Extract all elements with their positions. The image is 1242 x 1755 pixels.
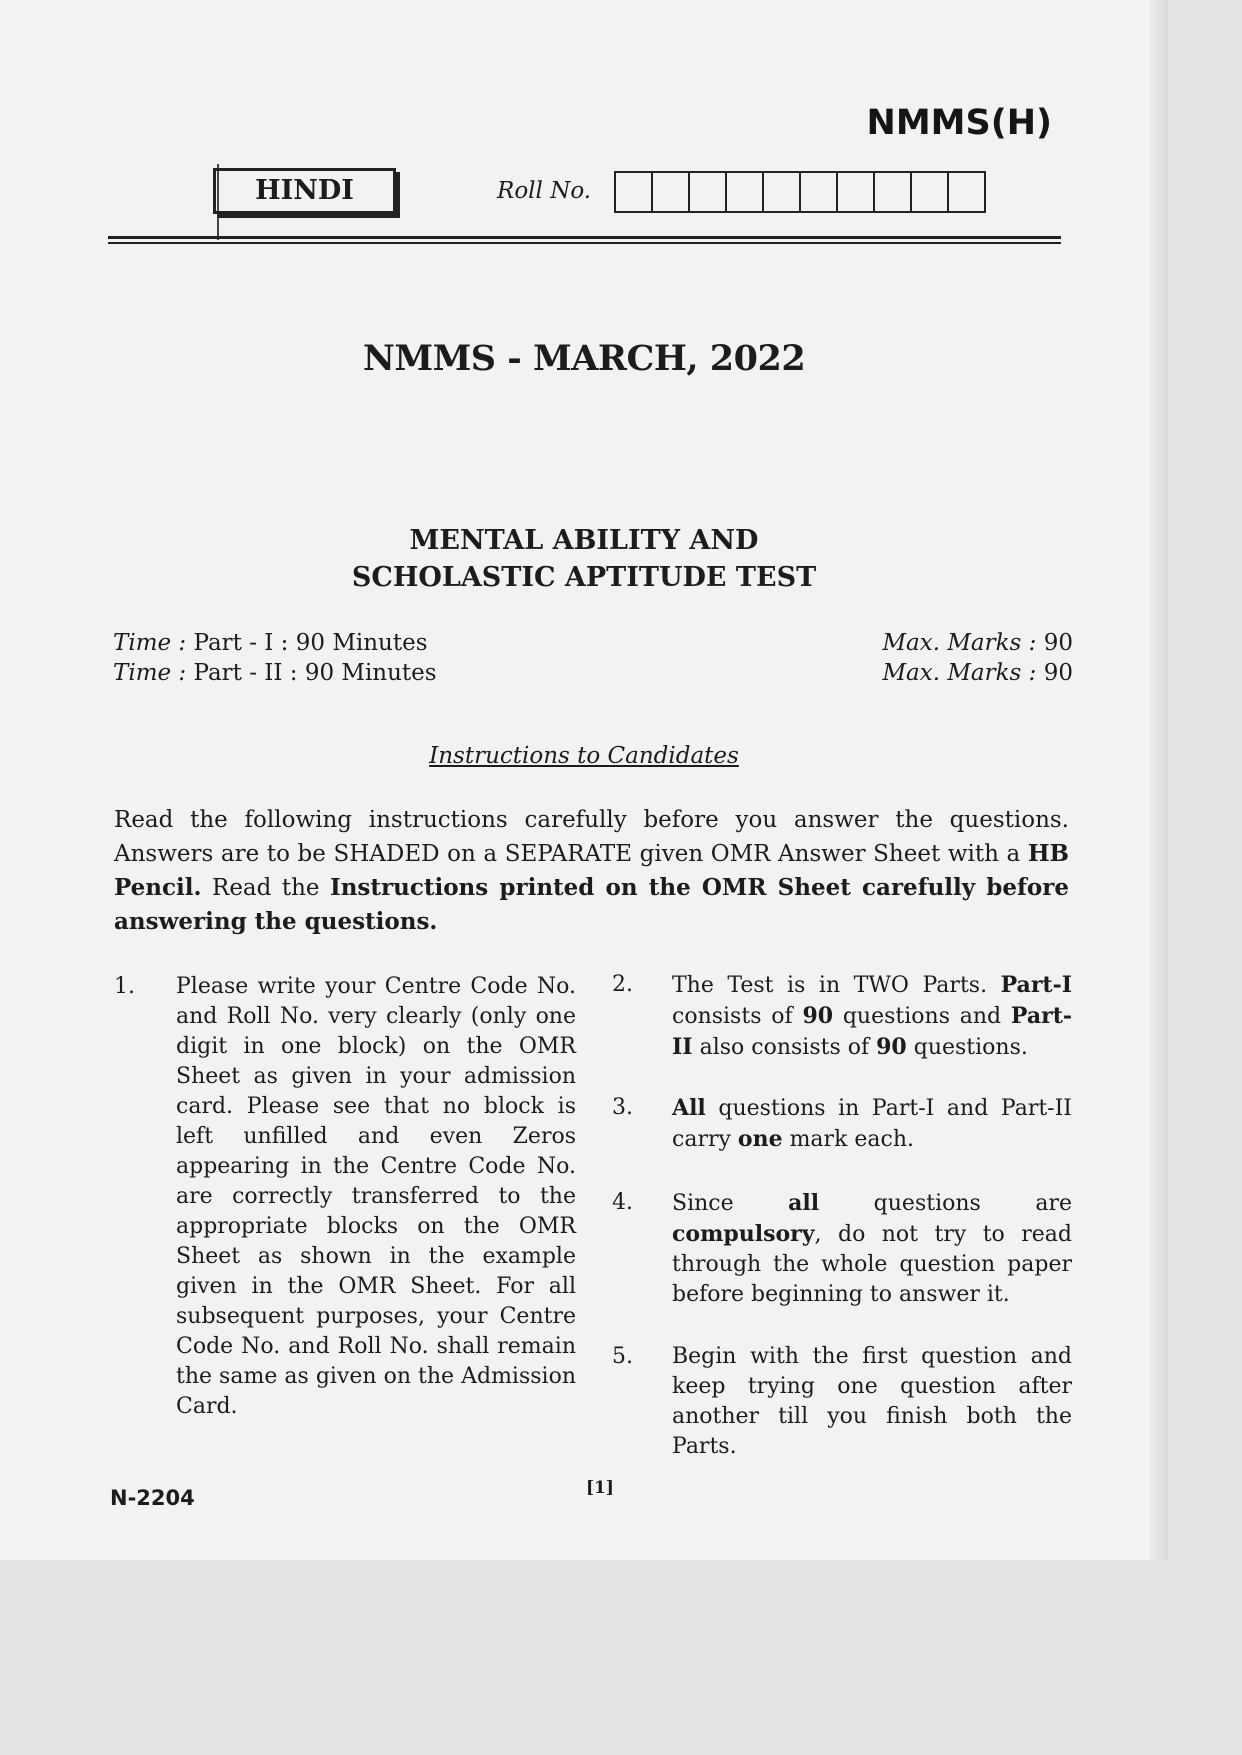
time-row xyxy=(113,660,1073,686)
max-marks: Max. Marks : 90 xyxy=(882,660,1073,686)
roll-digit-box xyxy=(651,171,688,213)
roll-digit-box xyxy=(873,171,910,213)
item-number: 4. xyxy=(612,1190,633,1215)
item-text: The Test is in TWO Parts. Part-I consists of 90 questions and Part-II also consists of 90 questions. xyxy=(672,972,1072,1060)
roll-digit-box xyxy=(947,171,986,213)
item-number: 5. xyxy=(612,1344,633,1369)
item-number: 2. xyxy=(612,972,633,997)
roll-digit-box xyxy=(836,171,873,213)
instructions-heading: Instructions to Candidates xyxy=(429,743,739,769)
header-rule xyxy=(108,236,1061,239)
item-text: Please write your Centre Code No. and Roll No. very clearly (only one digit in one block) on the OMR Sheet as given in your admission card. Please see that no block is left unfilled and even Zeros appearing in the Centre Code No. are correctly transferred to the appropriate blocks on the OMR Sheet as shown in the example given in the OMR Sheet. For all subsequent purposes, your Centre Code No. and Roll No. shall remain the same as given on the Admission Card. xyxy=(176,974,576,1419)
header-rule xyxy=(108,242,1061,244)
exam-subtitle xyxy=(0,522,1168,596)
item-number: 1. xyxy=(114,974,135,999)
subtitle-line: SCHOLASTIC APTITUDE TEST xyxy=(351,562,817,593)
instruction-item xyxy=(114,972,584,1432)
item-text: Since all questions are compulsory, do not try to read through the whole question paper before beginning to answer it. xyxy=(672,1190,1072,1307)
time-info: Time : Part - I : 90 Minutes xyxy=(113,630,428,656)
roll-digit-box xyxy=(725,171,762,213)
roll-digit-box xyxy=(762,171,799,213)
max-marks: Max. Marks : 90 xyxy=(882,630,1073,656)
language-box: HINDI xyxy=(213,168,396,214)
item-text: Begin with the first question and keep trying one question after another till you finish both the Parts. xyxy=(672,1344,1072,1459)
time-row xyxy=(113,630,1073,656)
roll-number-boxes xyxy=(614,171,1056,213)
page-edge-shadow xyxy=(1150,0,1168,1560)
paper-code: NMMS(H) xyxy=(866,103,1052,143)
subtitle-line: MENTAL ABILITY AND xyxy=(409,525,759,556)
roll-digit-box xyxy=(799,171,836,213)
exam-title: NMMS - MARCH, 2022 xyxy=(362,338,806,379)
roll-digit-box xyxy=(614,171,651,213)
item-number: 3. xyxy=(612,1095,633,1120)
page-number: [1] xyxy=(586,1478,614,1498)
item-text: All questions in Part-I and Part-II carry one mark each. xyxy=(672,1095,1072,1152)
instructions-intro: Read the following instructions carefully before you answer the questions. Answers are to be SHADED on a SEPARATE given OMR Answer Sheet with a HB Pencil. Read the Instructions printed on the OMR Sheet carefully before answering the questions. xyxy=(114,807,1070,935)
roll-digit-box xyxy=(688,171,725,213)
time-info: Time : Part - II : 90 Minutes xyxy=(113,660,437,686)
roll-number-label: Roll No. xyxy=(497,178,592,204)
footer-paper-code: N-2204 xyxy=(110,1486,195,1510)
roll-digit-box xyxy=(910,171,947,213)
